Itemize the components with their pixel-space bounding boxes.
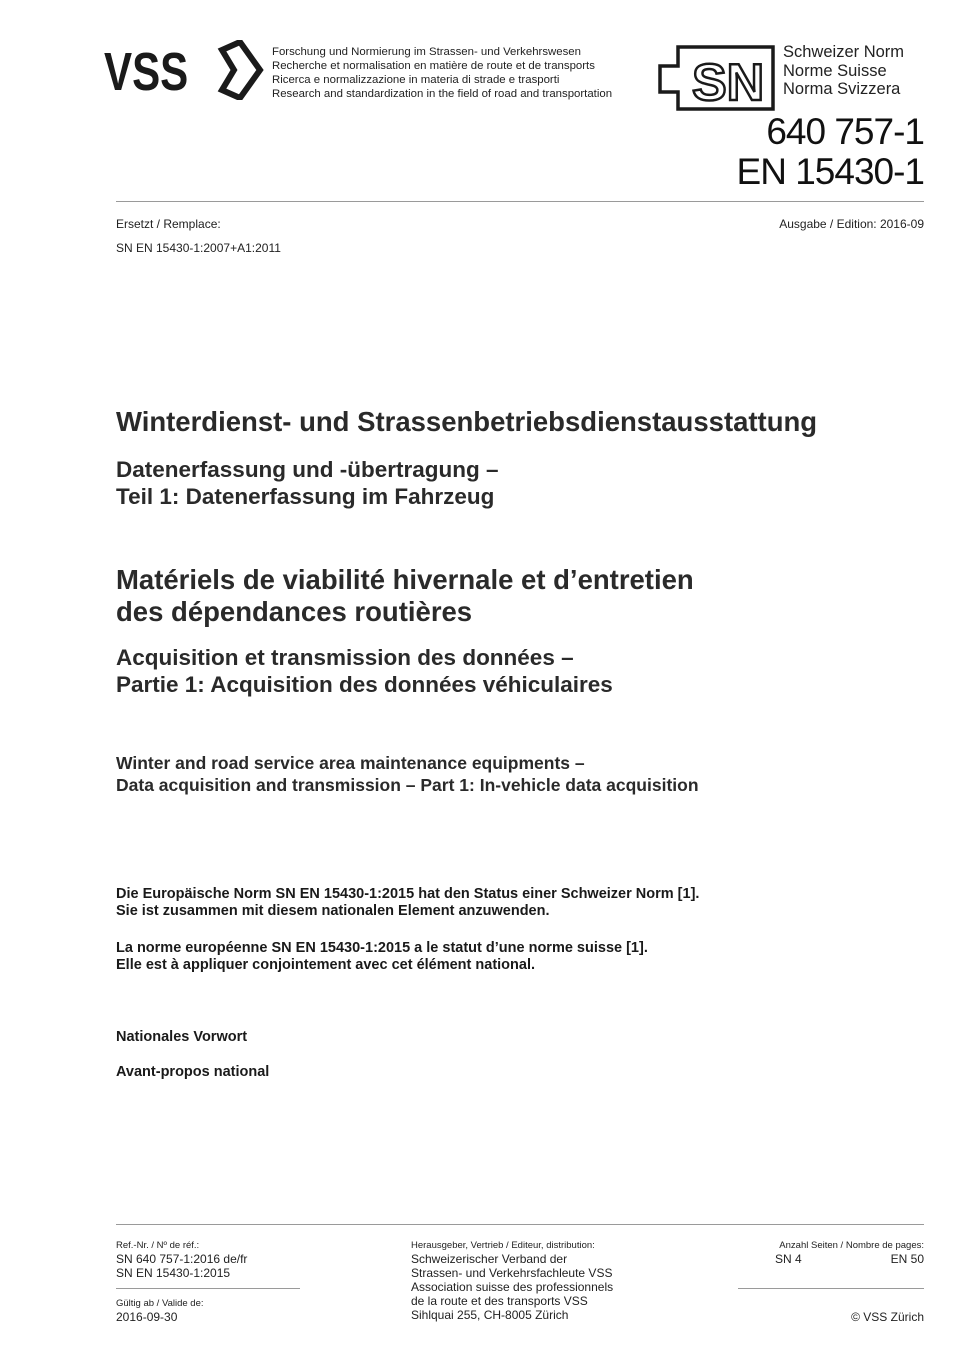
publisher-label: Herausgeber, Vertrieb / Editeur, distribution: xyxy=(411,1240,595,1251)
title-de-sub xyxy=(116,456,499,510)
copyright: © VSS Zürich xyxy=(851,1310,924,1324)
title-fr-main xyxy=(116,564,694,628)
title-line: Data acquisition and transmission – Part 1: In-vehicle data acquisition xyxy=(116,775,699,795)
title-line: Datenerfassung und -übertragung – xyxy=(116,457,499,482)
vss-description xyxy=(272,45,612,101)
footer-pages-divider xyxy=(738,1288,924,1289)
publisher-address xyxy=(411,1252,613,1322)
svg-text:SN: SN xyxy=(692,54,765,112)
swiss-norm-logo xyxy=(656,44,776,112)
title-fr-sub xyxy=(116,644,613,698)
swiss-norm-languages xyxy=(783,43,904,99)
status-de xyxy=(116,886,699,920)
status-line: Sie ist zusammen mit diesem nationalen Element anzuwenden. xyxy=(116,903,550,919)
title-en xyxy=(116,752,699,796)
vss-line: Forschung und Normierung im Strassen- und Verkehrswesen xyxy=(272,46,581,58)
replaces-value: SN EN 15430-1:2007+A1:2011 xyxy=(116,241,281,255)
vss-line: Ricerca e normalizzazione in materia di strade e trasporti xyxy=(272,74,560,86)
sn-standard-number: 640 757-1 xyxy=(766,111,924,152)
valid-value: 2016-09-30 xyxy=(116,1310,178,1324)
vss-line: Research and standardization in the field of road and transportation xyxy=(272,88,613,100)
foreword-fr: Avant-propos national xyxy=(116,1064,270,1080)
title-line: Partie 1: Acquisition des données véhiculaires xyxy=(116,672,613,697)
publisher-line: Association suisse des professionnels xyxy=(411,1280,614,1294)
replaces-label: Ersetzt / Remplace: xyxy=(116,217,221,231)
publisher-line: Schweizerischer Verband der xyxy=(411,1252,568,1266)
svg-text:VSS: VSS xyxy=(104,42,189,100)
publisher-line: Strassen- und Verkehrsfachleute VSS xyxy=(411,1266,613,1280)
pages-label: Anzahl Seiten / Nombre de pages: xyxy=(779,1240,924,1251)
status-line: La norme européenne SN EN 15430-1:2015 a le statut d’une norme suisse [1]. xyxy=(116,940,648,956)
sn-line: Schweizer Norm xyxy=(783,43,905,61)
publisher-line: Sihlquai 255, CH-8005 Zürich xyxy=(411,1308,569,1322)
foreword-de: Nationales Vorwort xyxy=(116,1029,248,1045)
vss-logo xyxy=(104,40,264,100)
vss-line: Recherche et normalisation en matière de route et de transports xyxy=(272,60,595,72)
ref-value: SN 640 757-1:2016 de/fr xyxy=(116,1252,248,1266)
ref-values xyxy=(116,1252,247,1280)
ref-value: SN EN 15430-1:2015 xyxy=(116,1266,231,1280)
pages-en: EN 50 xyxy=(890,1252,924,1266)
valid-label: Gültig ab / Valide de: xyxy=(116,1298,204,1309)
title-line: Acquisition et transmission des données – xyxy=(116,645,574,670)
edition: Ausgabe / Edition: 2016-09 xyxy=(779,217,924,231)
sn-line: Norme Suisse xyxy=(783,61,887,80)
title-line: Matériels de viabilité hivernale et d’entretien xyxy=(116,564,694,595)
pages-sn: SN 4 xyxy=(775,1252,802,1266)
title-line: Teil 1: Datenerfassung im Fahrzeug xyxy=(116,484,495,509)
title-line: des dépendances routières xyxy=(116,596,473,627)
ref-label: Ref.-Nr. / Nº de réf.: xyxy=(116,1240,200,1251)
publisher-line: de la route et des transports VSS xyxy=(411,1294,588,1308)
status-line: Elle est à appliquer conjointement avec cet élément national. xyxy=(116,957,536,973)
title-line: Winter and road service area maintenance equipments – xyxy=(116,753,585,773)
header-divider xyxy=(116,201,924,202)
footer-ref-divider xyxy=(116,1288,300,1289)
status-line: Die Europäische Norm SN EN 15430-1:2015 hat den Status einer Schweizer Norm [1]. xyxy=(116,886,700,902)
en-standard-number: EN 15430-1 xyxy=(736,151,924,192)
status-fr xyxy=(116,940,648,974)
footer-divider xyxy=(116,1224,924,1225)
title-de-main: Winterdienst- und Strassenbetriebsdienstausstattung xyxy=(116,406,818,437)
sn-line: Norma Svizzera xyxy=(783,80,901,98)
